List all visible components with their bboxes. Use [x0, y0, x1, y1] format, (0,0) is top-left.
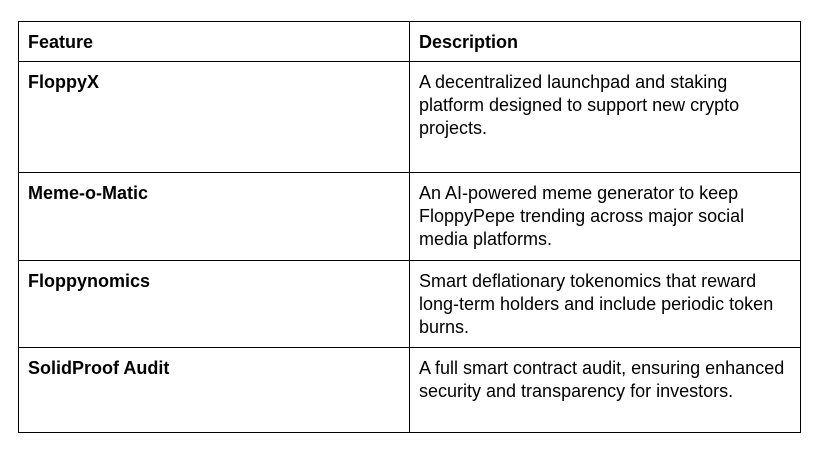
header-description: Description [410, 22, 801, 62]
header-feature: Feature [19, 22, 410, 62]
description-cell: Smart deflationary tokenomics that reward long-term holders and include periodic token burns. [410, 261, 801, 348]
table-row [19, 348, 801, 433]
feature-cell: SolidProof Audit [19, 348, 410, 433]
header-row [19, 22, 801, 62]
description-cell: A full smart contract audit, ensuring enhanced security and transparency for investors. [410, 348, 801, 433]
feature-cell: FloppyX [19, 62, 410, 173]
table-row [19, 261, 801, 348]
description-cell: A decentralized launchpad and staking platform designed to support new crypto projects. [410, 62, 801, 173]
table-row [19, 173, 801, 261]
description-cell: An AI-powered meme generator to keep FloppyPepe trending across major social media platforms. [410, 173, 801, 261]
feature-cell: Meme-o-Matic [19, 173, 410, 261]
table-header [19, 22, 801, 62]
features-table [18, 21, 801, 433]
table-row [19, 62, 801, 173]
table-body [19, 62, 801, 433]
feature-cell: Floppynomics [19, 261, 410, 348]
